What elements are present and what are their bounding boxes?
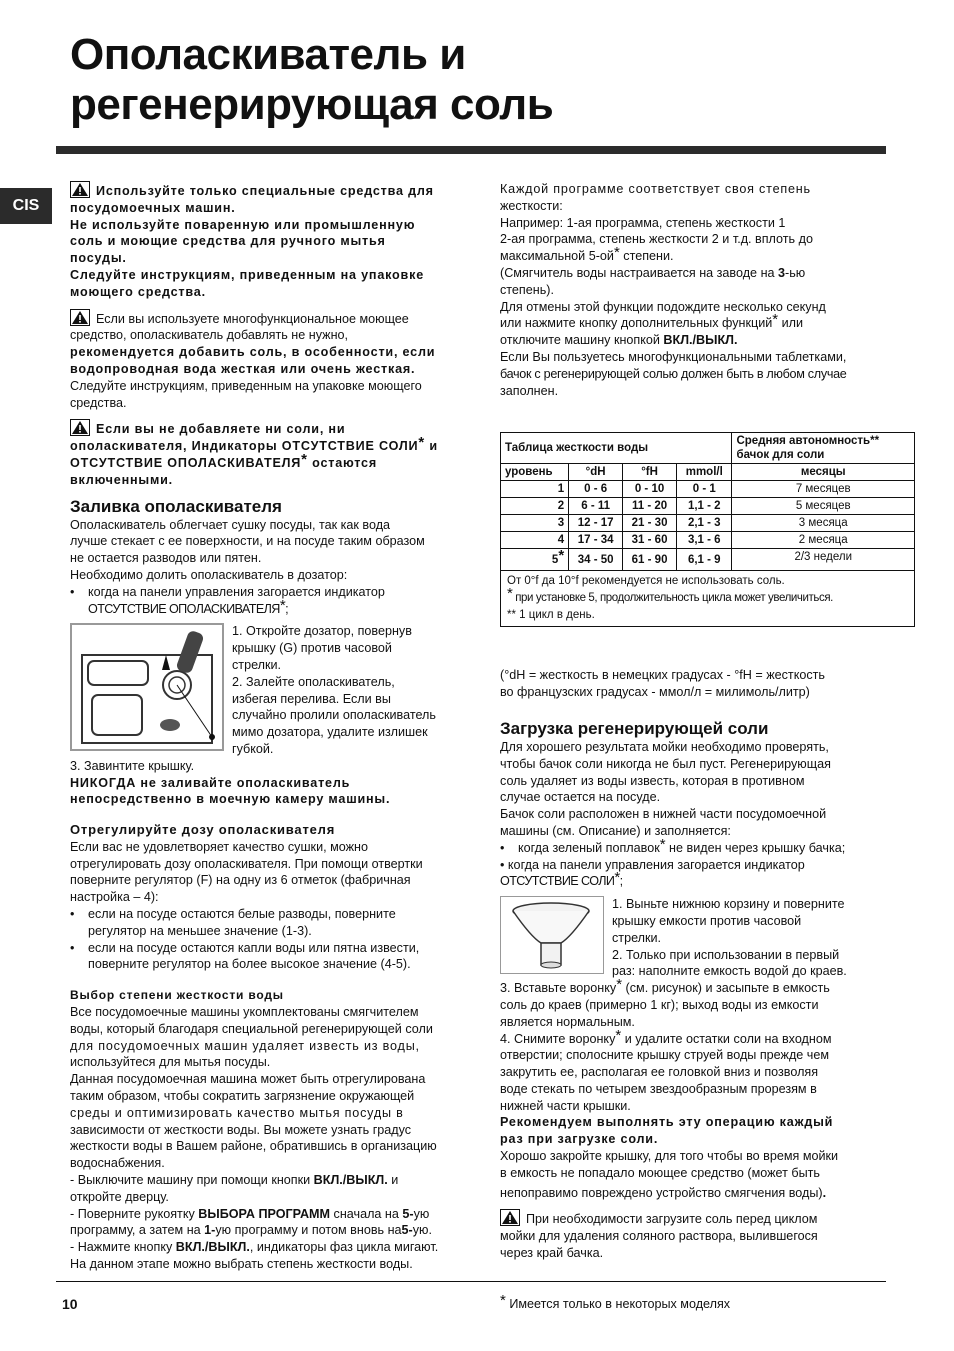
section-heading-salt: Загрузка регенерирующей соли xyxy=(500,718,769,738)
list-item: • если на посуде остаются капли воды или пятна извести, xyxy=(70,940,420,955)
table-row: 4 17 - 34 31 - 60 3,1 - 6 2 месяца xyxy=(501,532,915,549)
page-number: 10 xyxy=(62,1296,78,1312)
table-row: 1 0 - 6 0 - 10 0 - 1 7 месяцев xyxy=(501,481,915,498)
warning-multifunction: Если вы используете многофункциональное моющее средство, ополаскиватель добавлять не нужно, рекомендуется добавить соль, в особенности, если водопроводная вода жесткая или очень жесткая. Следуйте инструкциям, приведенным на упаковке моющего средства. xyxy=(70,309,460,412)
warning-indicators: Если вы не добавляете ни соли, ни ополаскивателя, Индикаторы ОТСУТСТВИЕ СОЛИ* и ОТСУТСТВИЕ ОПОЛАСКИВАТЕЛЯ* остаются включенными. xyxy=(70,419,460,488)
section-heading-hardness: Выбор степени жесткости воды xyxy=(70,988,284,1003)
footnote: * Имеется только в некоторых моделях xyxy=(500,1292,731,1311)
warning-icon xyxy=(70,181,90,198)
list-item: • если на посуде остаются белые разводы, поверните xyxy=(70,907,396,922)
hardness-table: Таблица жесткости воды Средняя автономность** бачок для соли уровень °dH °fH mmol/l месяцы 1 0 - 6 0 - 10 0 - 1 7 месяцев 2 6 - 11 11 - 20 1,1 - 2 5 месяцев 3 12 - 17 21 - 30 2,1 - 3 3 месяца 4 17 - 34 31 - 60 3,1 - 6 2 месяца 5* 34 - 50 61 - 90 6,1 - 9 2/3 недели xyxy=(500,432,915,571)
warning-detergents: Используйте только специальные средства для посудомоечных машин. Не используйте поваренную или промышленную соль и моющие средства для ручного мытья посуды. Следуйте инструкциям, приведенным на упаковке моющего средства. xyxy=(70,181,460,301)
warning-icon xyxy=(500,1209,520,1226)
warning-icon xyxy=(70,309,90,326)
page-title: Ополаскиватель и регенерирующая соль xyxy=(70,30,554,129)
list-item: • когда на панели управления загорается индикатор xyxy=(70,584,385,599)
footer-divider xyxy=(56,1281,886,1282)
right-column: Каждой программе соответствует своя степень жесткости: Например: 1-ая программа, степень жесткости 1 2-ая программа, степень жесткости 2 и т.д. вплоть до максимальной 5-ой* степени. (Смягчитель воды настраивается на заводе на 3-ью степень). Для отмены этой функции подождите несколько секунд или нажмите кнопку дополнительных функций* или отключите машину кнопкой ВКЛ./ВЫКЛ. Если Вы пользуетесь многофункциональными таблетками, бачок с регенерирующей солью должен быть в любом случае заполнен. Таблица жесткости воды Средняя автономность** бачок для соли уровень °dH °fH mmol/l месяцы 1 0 - 6 0 - 10 0 - 1 7 месяцев 2 6 - 11 11 - 20 1,1 - 2 5 месяцев 3 12 - 17 21 - 30 2,1 - 3 3 месяца 4 17 - 34 31 - 60 3,1 - 6 2 месяца 5* 34 - 50 61 - 90 6,1 - 9 2/3 недели От 0°f да 10°f рекомендуется не использовать соль. * при установке 5, продолжительность цикла может увеличиться. ** 1 цикл в день. (°dH = жесткость в немецких градусах - °fH = жесткость во французских градусах - ммол/л = милимоль/литр) Загрузка регенерирующей соли Для хорошего результата мойки необходимо проверять, чтобы бачок соли никогда не был пуст. Регенерирующая соль удаляет из воды известь, которая в противном случае остается на посуде. Бачок соли расположен в нижней части посудомоечной машины (см. Описание) и заполняется: • когда зеленый поплавок* не виден через крышку бачка; • когда на панели управления загорается индикатор ОТСУТСТВИЕ СОЛИ*; 1. Выньте нижнюю корзину и поверните крышку емкости против часовой стрелки. 2. Только при использовании в первый раз: наполните емкость водой до краев. 3. Вставьте воронку* (см. рисунок) и засыпьте в емкость соль до краев (примерно 1 кг); выход воды из емкости является нормальным. 4. Снимите воронку* и удалите остатки соли на входном отверстии; сполосните крышку струей воды прежде чем закрутить ее, располагая ее головкой вниз и позволяя воде стекать по четырем звездообразным прорезям в нижней части крышки. Рекомендуем выполнять эту операцию каждый раз при загрузке соли. Хорошо закройте крышку, для того чтобы во время мойки в емкость не попадало моющее средство (может быть непоправимо повреждено устройство смягчения воды). При необходимости загрузите соль перед циклом мойки для удаления соляного раствора, вылившегося через край бачка. xyxy=(500,181,886,1262)
salt-funnel-illustration xyxy=(500,896,604,974)
left-column: Используйте только специальные средства для посудомоечных машин. Не используйте поваренную или промышленную соль и моющие средства для ручного мытья посуды. Следуйте инструкциям, приведенным на упаковке моющего средства. Если вы используете многофункциональное моющее средство, ополаскиватель добавлять не нужно, рекомендуется добавить соль, в особенности, если водопроводная вода жесткая или очень жесткая. Следуйте инструкциям, приведенным на упаковке моющего средства. Если вы не добавляете ни соли, ни ополаскивателя, Индикаторы ОТСУТСТВИЕ СОЛИ* и ОТСУТСТВИЕ ОПОЛАСКИВАТЕЛЯ* остаются включенными. Заливка ополаскивателя Ополаскиватель облегчает сушку посуды, так как вода лучше стекает с ее поверхности, и на посуде таким образом не остается разводов или пятен. Необходимо долить ополаскиватель в дозатор: • когда на панели управления загорается индикатор ОТСУТСТВИЕ ОПОЛАСКИВАТЕЛЯ*; 1. Откройте дозатор, повернув крышку (G) против часовой стрелки. 2. Залейте ополаскиватель, избегая перелива. Если вы случайно пролили ополаскиватель мимо дозатора, удалите излишек губкой. 3. Завинтите крышку. НИКОГДА не заливайте ополаскиватель непосредственно в моечную камеру машины. Отрегулируйте дозу ополаскивателя Если вас не удовлетворяет качество сушки, можно отрегулировать дозу ополаскивателя. При помощи отвертки поверните регулятор (F) на одну из 6 отметок (фабричная настройка – 4): • если на посуде остаются белые разводы, поверните регулятор на меньшее значение (1-3). • если на посуде остаются капли воды или пятна извести, поверните регулятор на более высокое значение (4-5). Выбор степени жесткости воды Все посудомоечные машины укомплектованы смягчителем воды, который благодаря специальной регенерирующей соли для посудомоечных машин удаляет известь из воды, используйтеся для мытья посуды. Данная посудомоечная машина может быть отрегулирована таким образом, чтобы сократить загрязнение окружающей среды и оптимизировать качество мытья посуды в зависимости от жесткости воды. Вы можете узнать градус жесткости воды в Вашем районе, обратившись в организацию водоснабжения. - Выключите машину при помощи кнопки ВКЛ./ВЫКЛ. и откройте дверцу. - Поверните рукоятку ВЫБОРА ПРОГРАММ сначала на 5-ую программу, а затем на 1-ую программу и потом вновь на5-ую. - Нажмите кнопку ВКЛ./ВЫКЛ., индикаторы фаз цикла мигают. На данном этапе можно выбрать степень жесткости воды. xyxy=(70,181,460,1273)
title-divider xyxy=(56,146,886,154)
fill-steps: 1. Откройте дозатор, повернув крышку (G) против часовой стрелки. 2. Залейте ополаскиватель, избегая перелива. Если вы случайно пролили ополаскиватель мимо дозатора, удалите излишек губкой. xyxy=(232,624,436,756)
table-row: 5* 34 - 50 61 - 90 6,1 - 9 2/3 недели xyxy=(501,549,915,571)
list-item: регулятор на меньшее значение (1-3). xyxy=(88,923,312,938)
salt-steps: 1. Выньте нижнюю корзину и поверните крышку емкости против часовой стрелки. 2. Только при использовании в первый раз: наполните емкость водой до краев. xyxy=(612,897,847,979)
table-row: 2 6 - 11 11 - 20 1,1 - 2 5 месяцев xyxy=(501,498,915,515)
section-heading-fill: Заливка ополаскивателя xyxy=(70,496,282,516)
rinse-aid-dispenser-illustration xyxy=(70,623,224,751)
list-item: ОТСУТСТВИЕ ОПОЛАСКИВАТЕЛЯ*; xyxy=(88,596,288,616)
section-heading-dose: Отрегулируйте дозу ополаскивателя xyxy=(70,822,336,838)
warning-icon xyxy=(70,419,90,436)
warning-salt-cycle: При необходимости загрузите соль перед циклом мойки для удаления соляного раствора, вылившегося через край бачка. xyxy=(500,1209,886,1261)
list-item: поверните регулятор на более высокое значение (4-5). xyxy=(88,957,411,972)
table-notes: От 0°f да 10°f рекомендуется не использовать соль. * при установке 5, продолжительность цикла может увеличиться. ** 1 цикл в день. xyxy=(500,571,915,627)
section-tab: CIS xyxy=(0,188,52,224)
list-item: • когда зеленый поплавок* не виден через крышку бачка; xyxy=(500,835,846,855)
table-row: 3 12 - 17 21 - 30 2,1 - 3 3 месяца xyxy=(501,515,915,532)
